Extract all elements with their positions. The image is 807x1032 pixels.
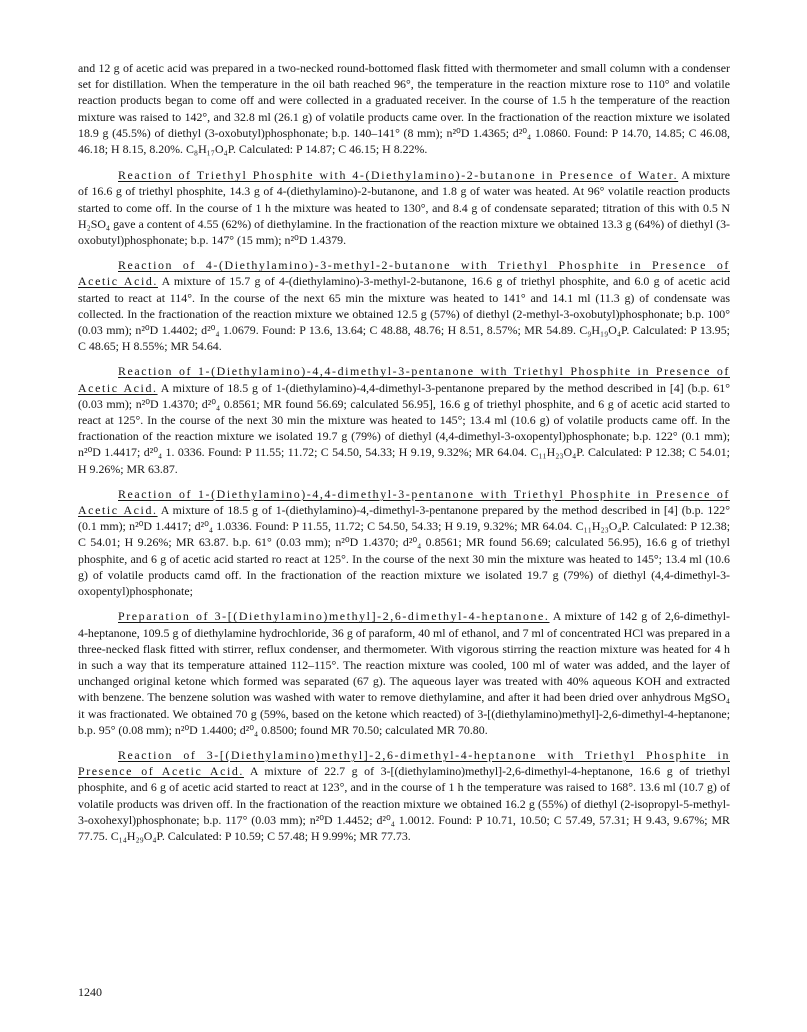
- paragraph-body: A mixture of 142 g of 2,6-dimethyl-4-heptanone, 109.5 g of diethylamine hydrochloride, 36 g of paraform, 40 ml of ethanol, and 7 ml of concentrated HCl was prepared in a three-necked flask fitted with stirrer, reflux condenser, and thermometer. With vigorous stirring the reaction mixture was heated for 4 h in such a way that its temperature attained 112–115°. The reaction mixture was cooled, 100 ml of water was added, and the layer of unchanged original ketone which formed was separated (67 g). The aqueous layer was treated with 40% aqueous KOH and extracted with benzene. The benzene solution was washed with water to remove diethylamine, and after it had been dried over anhydrous MgSO₄ it was fractionated. We obtained 70 g (59%, based on the ketone which reacted) of 3-[(diethylamino)methyl]-2,6-dimethyl-4-heptanone; b.p. 95° (0.08 mm); n²⁰D 1.4400; d²⁰₄ 0.8500; found MR 70.50; calculated MR 70.80.: [78, 609, 730, 737]
- section-heading: Reaction of Triethyl Phosphite with 4-(Diethylamino)-2-butanone in Presence of Water.: [118, 168, 679, 183]
- paragraph-section: [78, 747, 730, 844]
- paragraph-continued: [78, 60, 730, 157]
- section-heading: Preparation of 3-[(Diethylamino)methyl]-2,6-dimethyl-4-heptanone.: [118, 609, 550, 624]
- paragraph-section: [78, 363, 730, 476]
- paragraph-body: A mixture of 16.6 g of triethyl phosphite, 14.3 g of 4-(diethylamino)-2-butanone, and 1.8 g of water was heated. At 96° volatile reaction products started to come off. In the course of 1 h the mixture was heated to 130°, and 8.4 g of condensate separated; titration of this with 0.5 N H₂SO₄ gave a content of 4.55 (62%) of diethylamine. In the fractionation of the reaction mixture we obtained 13.3 g (64%) of diethyl (3-oxobutyl)phosphonate; b.p. 147° (15 mm); n²⁰D 1.4379.: [78, 168, 730, 248]
- paragraph-body: A mixture of 18.5 g of 1-(diethylamino)-4,4-dimethyl-3-pentanone prepared by the method described in [4] (b.p. 61° (0.03 mm); n²⁰D 1.4370; d²⁰₄ 0.8561; MR found 56.69; calculated 56.95], 16.6 g of triethyl phosphite, and 6 g of acetic acid started to react at 125°. In the course of the next 30 min the mixture was heated to 145°; 13.4 ml (10.6 g) of volatile products came off. In the fractionation of the reaction mixture we isolated 19.7 g (79%) of diethyl (4,4-dimethyl-3-oxopentyl)phosphonate; b.p. 122° (0.1 mm); n²⁰D 1.4417; d²⁰₄ 1. 0336. Found: P 11.55; 11.72; C 54.50, 54.33; H 9.19, 9.32%; MR 64.04. C₁₁H₂₃O₄P. Calculated: P 12.38; C 54.01; H 9.26%; MR 63.87.: [78, 380, 730, 476]
- paragraph-body: A mixture of 22.7 g of 3-[(diethylamino)methyl]-2,6-dimethyl-4-heptanone, 16.6 g of triethyl phosphite, and 6 g of acetic acid started to react at 123°, and in the course of 1 h the temperature was raised to 168°. 13.6 ml (10.7 g) of volatile products was driven off. In the fractionation of the reaction mixture we obtained 16.2 g (55%) of diethyl (2-isopropyl-5-methyl-3-oxohexyl)phosphonate; b.p. 117° (0.03 mm); n²⁰D 1.4452; d²⁰₄ 1.0012. Found: P 10.71, 10.50; C 57.49, 57.31; H 9.43, 9.67%; MR 77.75. C₁₄H₂₉O₄P. Calculated: P 10.59; C 57.48; H 9.99%; MR 77.73.: [78, 764, 731, 843]
- section-heading: Reaction of 3-[(Diethylamino)methyl]-2,6-dimethyl-4-heptanone with Triethyl Phosphite in Presence of Acetic Acid.: [78, 747, 730, 779]
- paragraph-section: [78, 257, 730, 354]
- page-number: 1240: [78, 985, 102, 999]
- paragraph-body: and 12 g of acetic acid was prepared in a two-necked round-bottomed flask fitted with thermometer and small column with a condenser set for distillation. When the temperature in the oil bath reached 96°, the temperature in the reaction mixture rose to 110° and volatile reaction products began to come off and were collected in a graduated receiver. In the course of 1.5 h the temperature of the reaction mixture was raised to 142°, and 32.8 ml (26.1 g) of volatile products came over. In the fractionation of the reaction mixture we isolated 18.9 g (45.5%) of diethyl (3-oxobutyl)phosphonate; b.p. 140–141° (8 mm); n²⁰D 1.4365; d²⁰₄ 1.0860. Found: P 14.70, 14.85; C 46.08, 46.18; H 8.15, 8.20%. C₈H₁₇O₄P. Calculated: P 14.87; C 46.15; H 8.22%.: [78, 61, 730, 157]
- paragraph-section: [78, 167, 730, 248]
- paragraph-section: [78, 608, 730, 738]
- section-heading: Reaction of 1-(Diethylamino)-4,4-dimethyl-3-pentanone with Triethyl Phosphite in Presence of Acetic Acid.: [78, 364, 730, 395]
- paragraph-body: A mixture of 18.5 g of 1-(diethylamino)-4,-dimethyl-3-pentanone prepared by the method described in [4] (b.p. 122° (0.1 mm); n²⁰D 1.4417; d²⁰₄ 1.0336. Found: P 11.55, 11.72; C 54.50, 54.33; H 9.19, 9.32%; MR 64.04. C₁₁H₂₃O₄P. Calculated: P 12.38; C 54.01; H 9.26%; MR 63.87. b.p. 61° (0.03 mm); n²⁰D 1.4370; d²⁰₄ 0.8561; MR found 56.69; calculated 56.95), 16.6 g of triethyl phosphite, and 6 g of acetic acid started ro react at 125°. In the course of the next 30 min the mixture was heated to 145°; 13.4 ml (10.6 g) of volatile products camd off. In the fractionation of the reaction mixture we isolated 19.7 g (79%) of diethyl (4,4-dimethyl-3-oxopentyl)phosphonate;: [78, 503, 730, 599]
- paragraph-body: A mixture of 15.7 g of 4-(diethylamino)-3-methyl-2-butanone, 16.6 g of triethyl phosphite, and 6.0 g of acetic acid started to react at 114°. In the course of the next 65 min the mixture was heated to 141° and 14.1 ml (11.3 g) of condensate was collected. In the fractionation of the reaction mixture we obtained 12.5 g (57%) of diethyl (2-methyl-3-oxobutyl)phosphonate; b.p. 100° (0.03 mm); n²⁰D 1.4402; d²⁰₄ 1.0679. Found: P 13.6, 13.64; C 48.88, 48.76; H 8.51, 8.57%; MR 54.89. C₉H₁₉O₄P. Calculated: P 13.95; C 48.65; H 8.55%; MR 54.64.: [78, 274, 730, 354]
- section-heading: Reaction of 4-(Diethylamino)-3-methyl-2-butanone with Triethyl Phosphite in Presence of Acetic Acid.: [78, 258, 730, 289]
- text-column: [78, 60, 730, 853]
- section-heading: Reaction of 1-(Diethylamino)-4,4-dimethyl-3-pentanone with Triethyl Phosphite in Presence of Acetic Acid.: [78, 486, 730, 518]
- paragraph-section: [78, 486, 730, 599]
